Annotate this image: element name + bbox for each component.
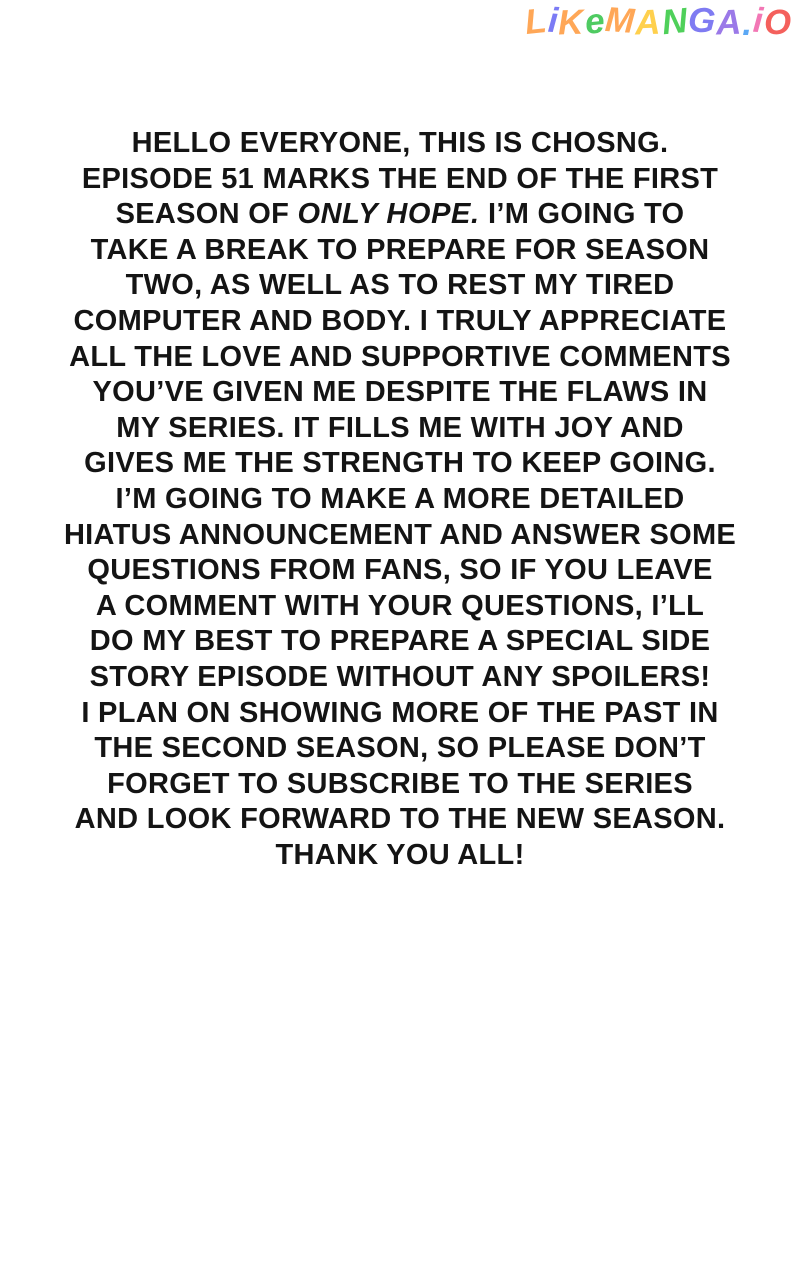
note-line: FORGET TO SUBSCRIBE TO THE SERIES bbox=[107, 767, 693, 800]
note-line: HELLO EVERYONE, THIS IS CHOSNG. bbox=[131, 127, 669, 159]
note-text: I’M GOING TO bbox=[479, 198, 685, 231]
watermark-letter: N bbox=[659, 0, 690, 43]
author-hiatus-note bbox=[50, 126, 750, 873]
watermark-letter: i bbox=[546, 0, 560, 41]
note-line: QUESTIONS FROM FANS, SO IF YOU LEAVE bbox=[87, 554, 713, 587]
note-line: TAKE A BREAK TO PREPARE FOR SEASON bbox=[90, 233, 710, 266]
note-line: I’M GOING TO MAKE A MORE DETAILED bbox=[115, 482, 685, 515]
site-watermark bbox=[525, 2, 792, 42]
note-line: EPISODE 51 MARKS THE END OF THE FIRST bbox=[81, 162, 719, 195]
watermark-letter: e bbox=[582, 1, 607, 42]
watermark-letter: G bbox=[686, 0, 718, 41]
note-line: TWO, AS WELL AS TO REST MY TIRED bbox=[125, 269, 675, 302]
note-line bbox=[50, 197, 750, 233]
note-line: STORY EPISODE WITHOUT ANY SPOILERS! bbox=[89, 660, 711, 693]
series-title: ONLY HOPE. bbox=[297, 198, 480, 231]
note-line: MY SERIES. IT FILLS ME WITH JOY AND bbox=[116, 411, 684, 444]
watermark-letter: A bbox=[715, 2, 743, 43]
note-line: DO MY BEST TO PREPARE A SPECIAL SIDE bbox=[89, 625, 711, 658]
watermark-letter: A bbox=[634, 2, 663, 43]
note-line: YOU’VE GIVEN ME DESPITE THE FLAWS IN bbox=[92, 376, 708, 409]
watermark-letter: M bbox=[603, 0, 637, 42]
note-line: A COMMENT WITH YOUR QUESTIONS, I’LL bbox=[95, 589, 705, 622]
note-line: COMPUTER AND BODY. I TRULY APPRECIATE bbox=[73, 304, 727, 337]
note-line: ALL THE LOVE AND SUPPORTIVE COMMENTS bbox=[69, 340, 731, 373]
note-line: I PLAN ON SHOWING MORE OF THE PAST IN bbox=[81, 696, 719, 729]
note-line: AND LOOK FORWARD TO THE NEW SEASON. bbox=[74, 803, 726, 836]
watermark-letter: . bbox=[742, 4, 754, 43]
note-text: SEASON OF bbox=[115, 198, 298, 231]
note-line: THE SECOND SEASON, SO PLEASE DON’T bbox=[94, 732, 706, 765]
watermark-letter: i bbox=[751, 0, 766, 41]
note-line: THANK YOU ALL! bbox=[275, 838, 525, 871]
watermark-letter: L bbox=[523, 0, 550, 43]
note-line: GIVES ME THE STRENGTH TO KEEP GOING. bbox=[84, 447, 716, 480]
watermark-letter: O bbox=[763, 2, 793, 43]
watermark-letter: K bbox=[557, 2, 586, 43]
note-line: HIATUS ANNOUNCEMENT AND ANSWER SOME bbox=[63, 518, 737, 551]
